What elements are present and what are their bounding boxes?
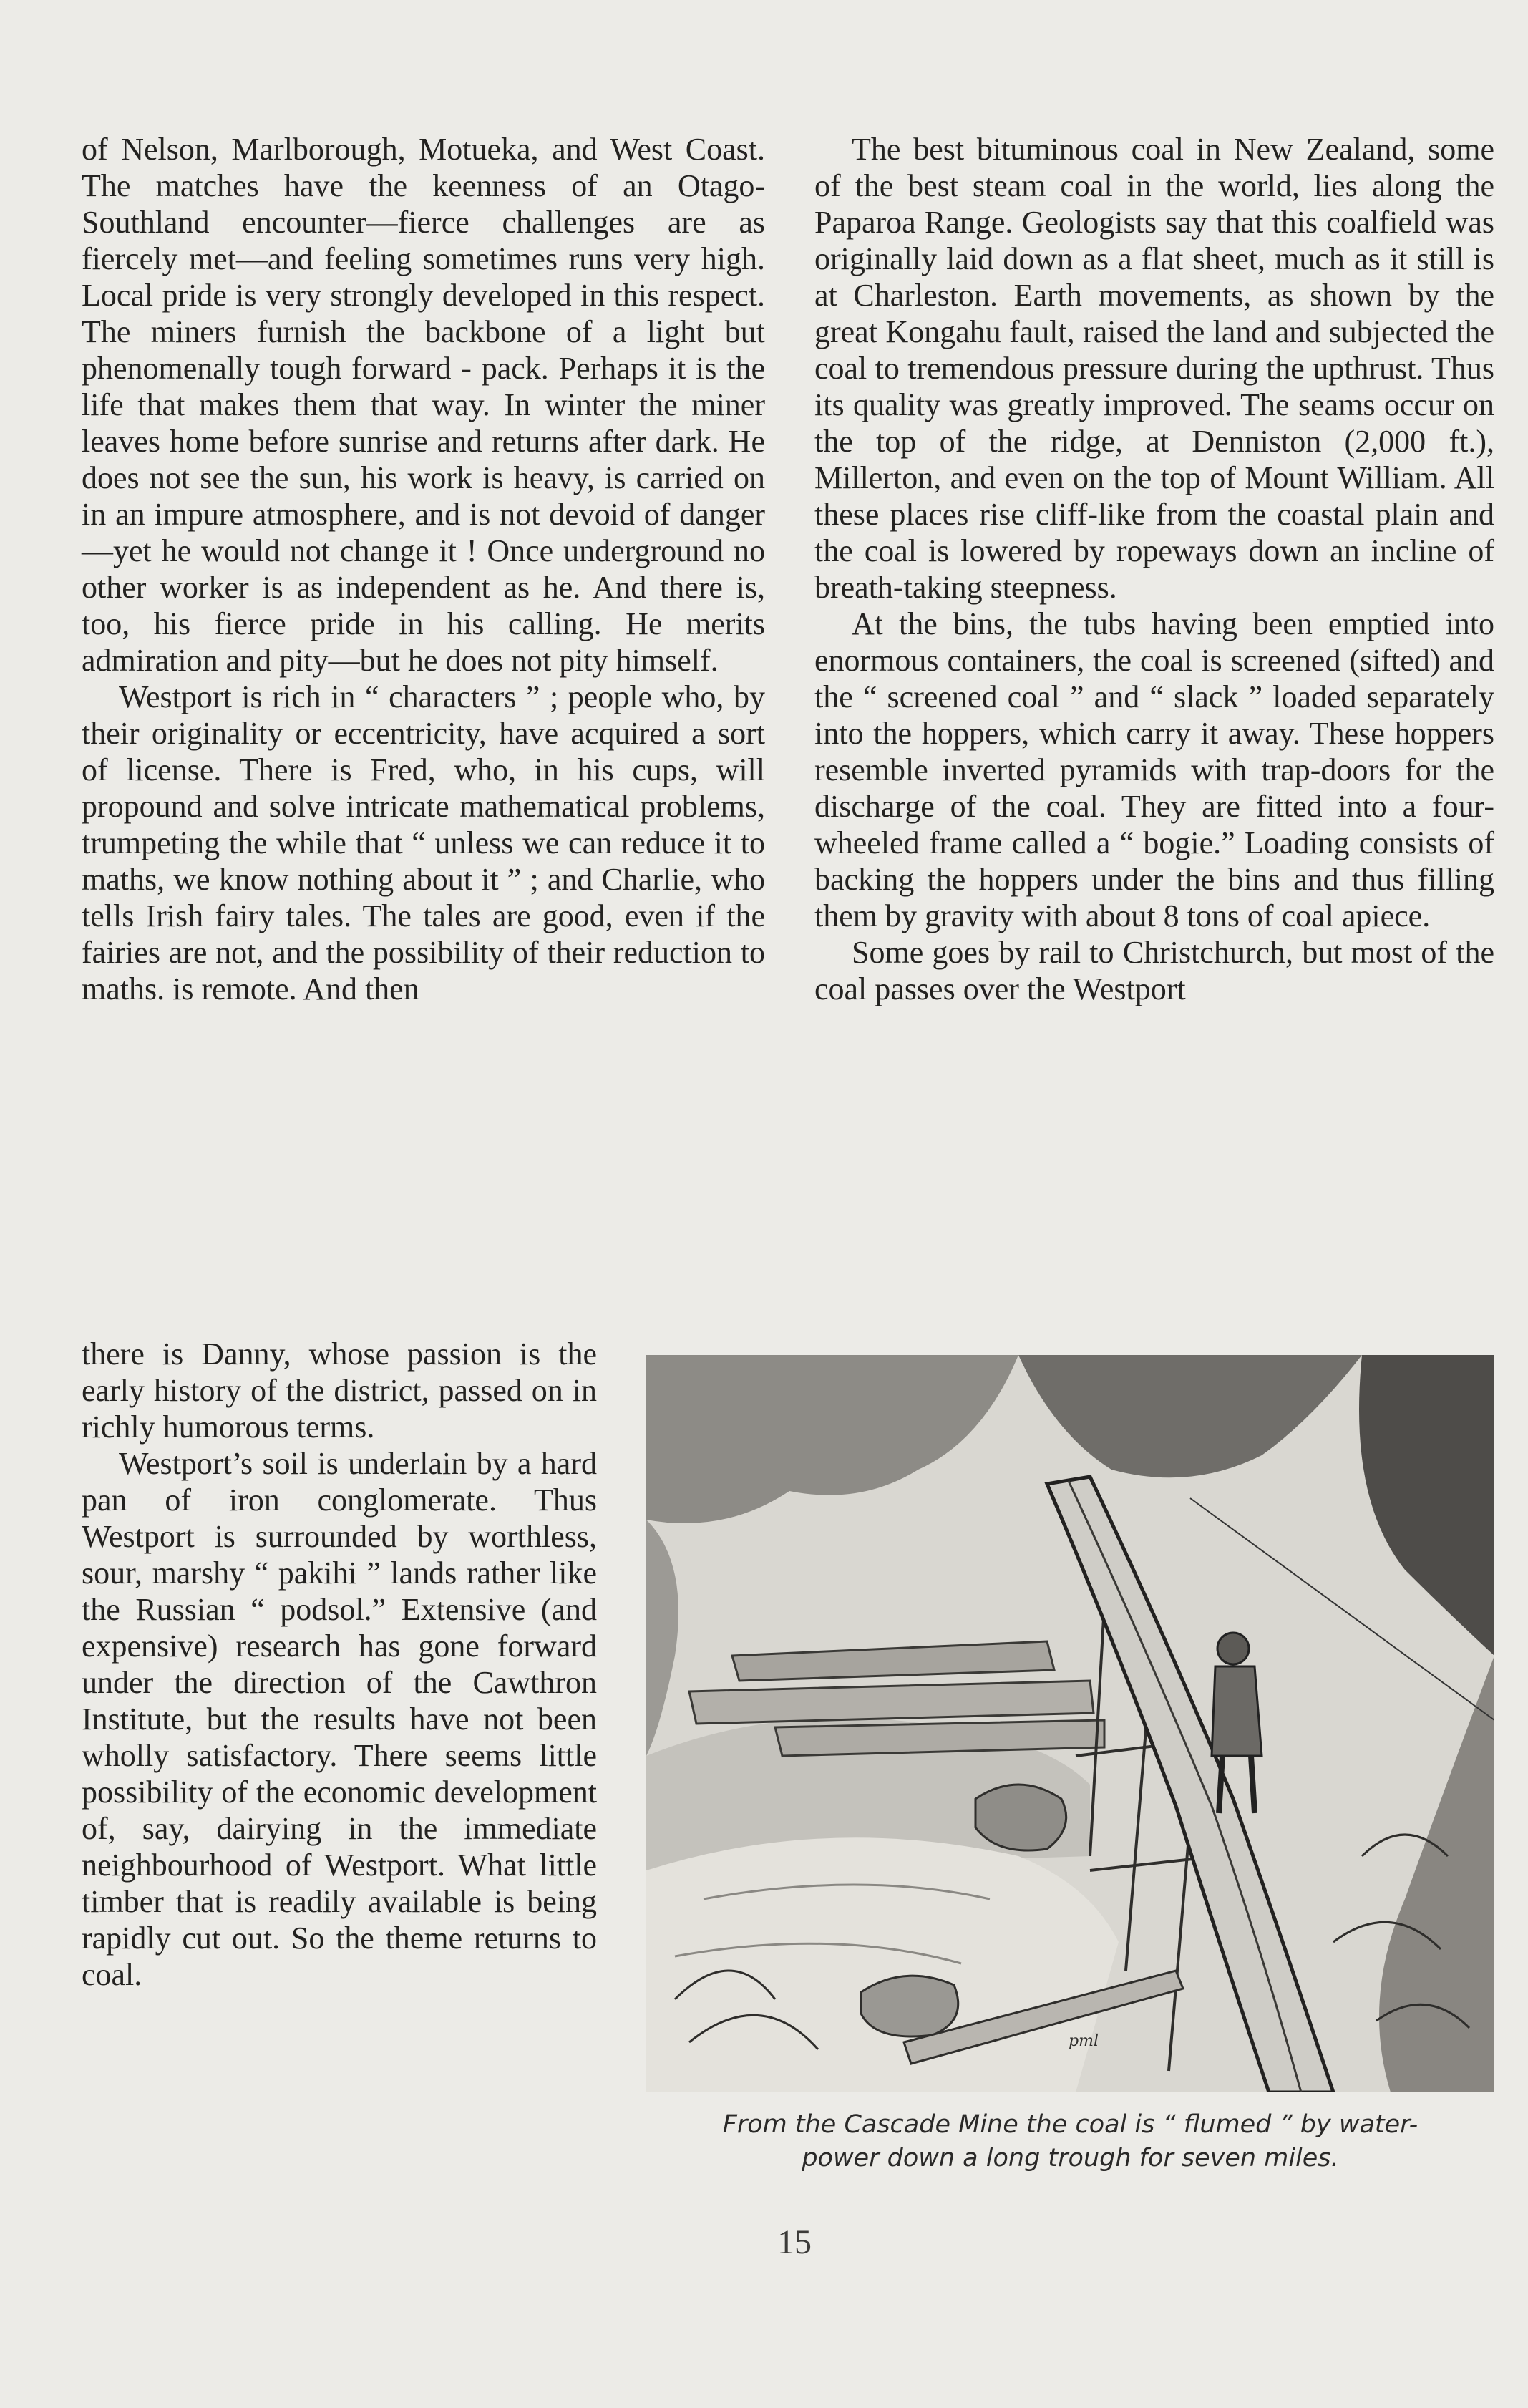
left-column bbox=[82, 131, 765, 1007]
paragraph-soil: Westport’s soil is underlain by a hard pan of iron conglomerate. Thus Westport is surrounded by worthless, sour, marshy “ pakihi ” lands rather like the Russian “ podsol.” Extensive (and expensive) research has gone forward under the direction of the Cawthron Institute, but the results have not been wholly satisfactory. There seems little possibility of the economic development of, say, dairying in the immediate neighbourhood of Westport. What little timber that is readily available is being rapidly cut out. So the theme returns to coal. bbox=[82, 1446, 597, 1992]
flume-illustration bbox=[646, 1355, 1494, 2092]
caption-line-1: From the Cascade Mine the coal is “ flumed ” by water- bbox=[722, 2110, 1418, 2139]
paragraph-bins: At the bins, the tubs having been emptied into enormous containers, the coal is screened (sifted) and the “ screened coal ” and “ slack ” loaded separately into the hoppers, which carry it away. These hoppers resemble inverted pyramids with trap-doors for the discharge of the coal. They are fitted into a four-wheeled frame called a “ bogie.” Loading consists of backing the hoppers under the bins and thus filling them by gravity with about 8 tons of coal apiece. bbox=[814, 606, 1494, 933]
paragraph-danny: there is Danny, whose passion is the early history of the district, passed on in richly humorous terms. bbox=[82, 1336, 597, 1445]
paragraph-characters: Westport is rich in “ characters ” ; people who, by their originality or eccentricity, have acquired a sort of license. There is Fred, who, in his cups, will propound and solve intricate mathematical problems, trumpeting the while that “ unless we can reduce it to maths, we know nothing about it ” ; and Charlie, who tells Irish fairy tales. The tales are good, even if the fairies are not, and the possibility of their reduction to maths. is remote. And then bbox=[82, 679, 765, 1006]
caption-line-2: power down a long trough for seven miles. bbox=[802, 2144, 1339, 2172]
page-number: 15 bbox=[777, 2223, 812, 2261]
paragraph-bituminous-coal: The best bituminous coal in New Zealand, some of the best steam coal in the world, lies along the Paparoa Range. Geologists say that this coalfield was originally laid down as a flat sheet, much as it still is at Charleston. Earth movements, as shown by the great Kongahu fault, raised the land and subjected the coal to tremendous pressure during the upthrust. Thus its quality was greatly improved. The seams occur on the top of the ridge, at Denniston (2,000 ft.), Millerton, and even on the top of Mount William. All these places rise cliff-like from the coastal plain and the coal is lowered by ropeways down an incline of breath-taking steepness. bbox=[814, 132, 1494, 605]
paragraph-miners: of Nelson, Marlborough, Motueka, and West Coast. The matches have the keenness of an Otago-Southland encounter—fierce challenges are as fiercely met—and feeling sometimes runs very high. Local pride is very strongly developed in this respect. The miners furnish the backbone of a light but phenomenally tough forward - pack. Perhaps it is the life that makes them that way. In winter the miner leaves home before sunrise and returns after dark. He does not see the sun, his work is heavy, is carried on in an impure atmosphere, and is not devoid of danger—yet he would not change it ! Once underground no other worker is as independent as he. And there is, too, his fierce pride in his calling. He merits admiration and pity—but he does not pity himself. bbox=[82, 132, 765, 678]
figure-caption bbox=[646, 2108, 1494, 2175]
artist-signature: pml bbox=[1069, 2032, 1099, 2050]
flume-sketch bbox=[646, 1355, 1494, 2092]
right-column bbox=[814, 131, 1494, 1007]
paragraph-rail: Some goes by rail to Christchurch, but most of the coal passes over the Westport bbox=[814, 935, 1494, 1006]
left-column-narrow bbox=[82, 1336, 597, 1993]
